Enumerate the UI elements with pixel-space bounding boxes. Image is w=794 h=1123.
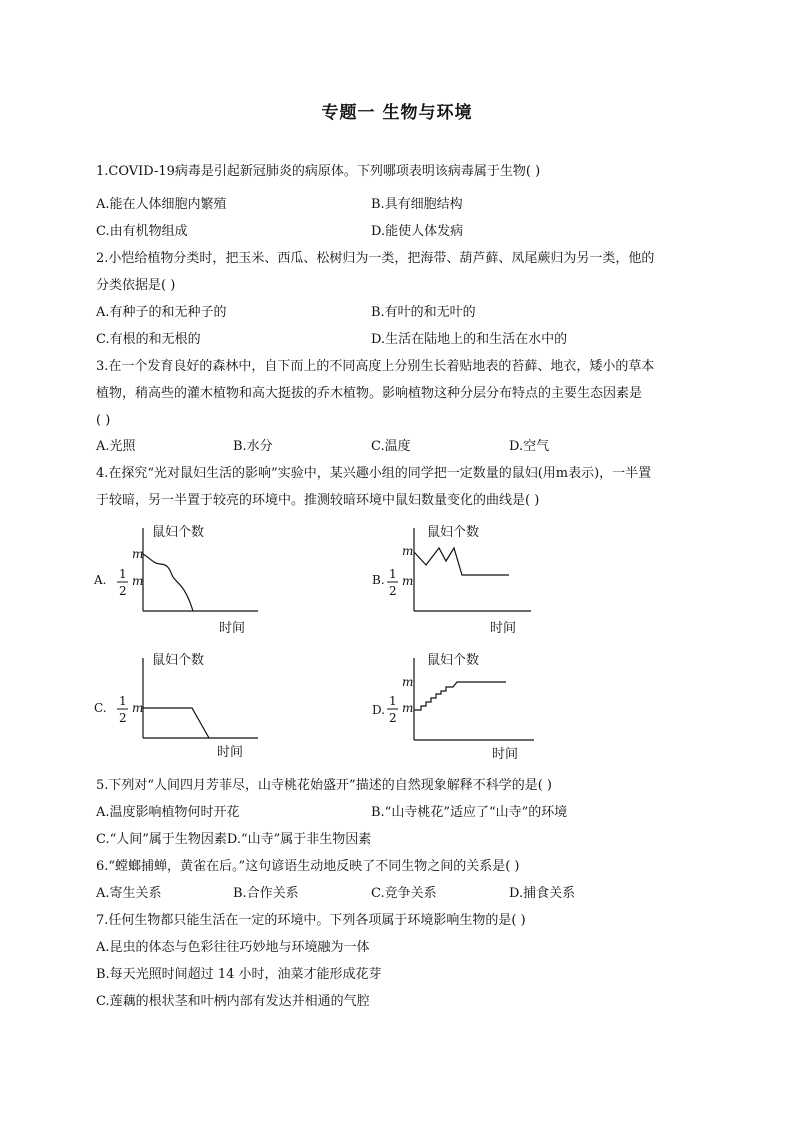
graph-a-option-label: A. [94,573,107,587]
graph-c-frac-m: m [132,701,144,715]
q2-option-c[interactable]: C.有根的和无根的 [96,332,201,347]
q2-option-d[interactable]: D.生活在陆地上的和生活在水中的 [371,332,568,347]
q1-option-d[interactable]: D.能使人体发病 [371,224,464,239]
q3-option-a[interactable]: A.光照 [96,439,136,454]
q1-stem: 1.COVID-19病毒是引起新冠肺炎的病原体。下列哪项表明该病毒属于生物( ) [96,164,541,179]
graph-c[interactable] [88,646,288,768]
graph-c-curve [143,708,209,738]
q7-option-b[interactable]: B.每天光照时间超过 14 小时，油菜才能形成花芽 [96,967,382,982]
q6-stem: 6.“螳螂捕蝉，黄雀在后。”这句谚语生动地反映了不同生物之间的关系是( ) [96,859,520,874]
q5-option-a[interactable]: A.温度影响植物何时开花 [96,805,240,820]
q7-option-a[interactable]: A.昆虫的体态与色彩往往巧妙地与环境融为一体 [96,940,370,955]
q3-option-d[interactable]: D.空气 [509,439,550,454]
graph-d-frac-den: 2 [389,711,397,725]
q7-option-c[interactable]: C.莲藕的根状茎和叶柄内部有发达并相通的气腔 [96,994,370,1009]
graph-a-curve [143,554,193,611]
q3-stem-line2: 植物，稍高些的灌木植物和高大挺拔的乔木植物。影响植物这种分层分布特点的主要生态因素是 [96,386,643,401]
q2-stem-line1: 2.小恺给植物分类时，把玉米、西瓜、松树归为一类，把海带、葫芦藓、凤尾蕨归为另一类，他的 [96,251,655,266]
q2-stem-line2: 分类依据是( ) [96,278,176,293]
graph-d[interactable] [366,646,566,768]
q3-stem-line1: 3.在一个发育良好的森林中，自下而上的不同高度上分别生长着贴地表的苔藓、地衣，矮小的草本 [96,359,655,374]
graph-b-frac-num: 1 [389,567,397,581]
graph-a-xlabel: 时间 [219,621,246,636]
q3-option-b[interactable]: B.水分 [233,439,273,454]
graph-a-frac-num: 1 [119,567,127,581]
q6-option-b[interactable]: B.合作关系 [233,886,299,901]
q5-stem: 5.下列对“人间四月芳菲尽，山寺桃花始盛开”描述的自然现象解释不科学的是( ) [96,778,552,793]
q6-option-d[interactable]: D.捕食关系 [509,886,576,901]
graph-c-option-label: C. [94,701,107,715]
graph-d-m-label: m [402,675,414,689]
graph-d-xlabel: 时间 [492,747,519,762]
graph-a-frac-m: m [132,574,144,588]
graph-b-frac-den: 2 [389,584,397,598]
q3-stem-line3: ( ) [96,413,111,428]
q2-option-a[interactable]: A.有种子的和无种子的 [96,305,227,320]
q1-option-c[interactable]: C.由有机物组成 [96,224,188,239]
q1-option-b[interactable]: B.具有细胞结构 [371,197,463,212]
graph-b-ylabel: 鼠妇个数 [427,525,480,540]
graph-c-xlabel: 时间 [217,745,244,760]
q2-option-b[interactable]: B.有叶的和无叶的 [371,305,476,320]
q4-stem-line2: 于较暗，另一半置于较亮的环境中。推测较暗环境中鼠妇数量变化的曲线是( ) [96,493,540,508]
graph-d-curve [414,682,506,710]
q3-option-c[interactable]: C.温度 [371,439,411,454]
graph-b-frac-m: m [402,574,414,588]
graph-b-xlabel: 时间 [490,621,517,636]
graph-d-frac-m: m [402,701,414,715]
q1-option-a[interactable]: A.能在人体细胞内繁殖 [96,197,227,212]
graph-a[interactable] [88,518,288,640]
graph-c-frac-den: 2 [119,711,127,725]
graph-b-option-label: B. [372,573,385,587]
graph-b-curve [414,548,509,575]
graph-b[interactable] [366,518,566,640]
q6-option-c[interactable]: C.竞争关系 [371,886,437,901]
page-title: 专题一 生物与环境 [321,103,473,123]
graph-a-m-label: m [132,547,144,561]
graph-b-m-label: m [402,544,414,558]
graph-a-ylabel: 鼠妇个数 [152,525,205,540]
q6-option-a[interactable]: A.寄生关系 [96,886,162,901]
q4-stem-line1: 4.在探究“光对鼠妇生活的影响”实验中，某兴趣小组的同学把一定数量的鼠妇(用m表示)，一半置 [96,466,652,481]
graph-a-frac-den: 2 [119,584,127,598]
graph-c-ylabel: 鼠妇个数 [152,653,205,668]
graph-c-frac-num: 1 [119,694,127,708]
q5-option-b[interactable]: B.“山寺桃花”适应了“山寺”的环境 [371,805,568,820]
q7-stem: 7.任何生物都只能生活在一定的环境中。下列各项属于环境影响生物的是( ) [96,913,526,928]
graph-d-ylabel: 鼠妇个数 [427,653,480,668]
graph-d-frac-num: 1 [389,694,397,708]
q5-option-cd[interactable]: C.“人间”属于生物因素D.“山寺”属于非生物因素 [96,832,372,847]
graph-d-option-label: D. [372,703,386,717]
